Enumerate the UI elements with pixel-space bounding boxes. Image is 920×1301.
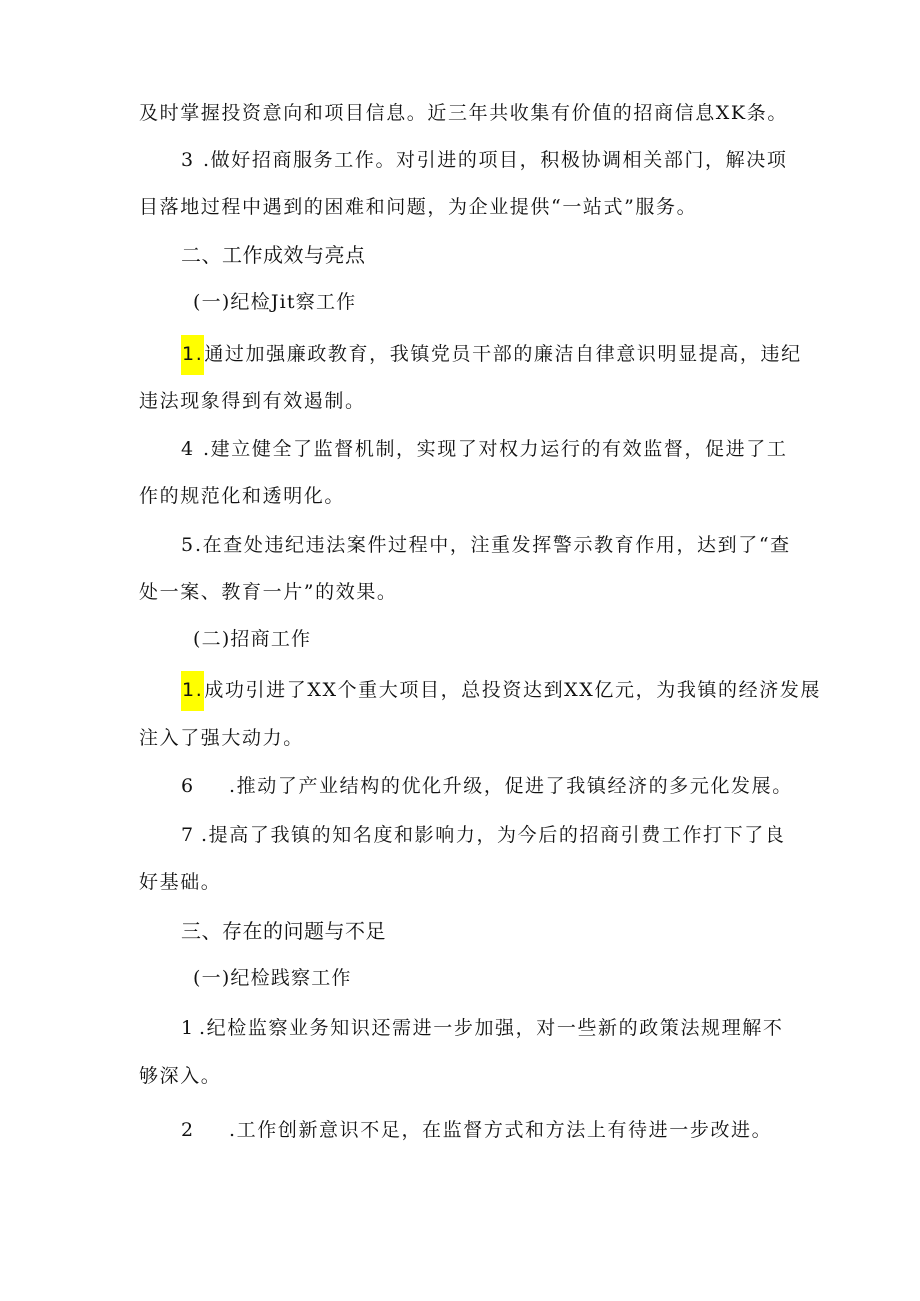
item-text: .做好招商服务工作。对引进的项目，积极协调相关部门，解决项 xyxy=(203,149,788,171)
subheading-text: (二)招商工作 xyxy=(193,628,312,650)
heading-text: 二、工作成效与亮点 xyxy=(181,243,366,267)
item-text: .纪检监察业务知识还需进一步加强，对一些新的政策法规理解不 xyxy=(199,1017,784,1039)
paragraph-line xyxy=(139,484,345,508)
list-item-4 xyxy=(181,437,787,461)
subsection-heading xyxy=(193,966,352,990)
list-item-7 xyxy=(181,823,785,847)
text: 好基础。 xyxy=(139,871,222,893)
item-number: 5 xyxy=(181,534,195,556)
item-text: .提高了我镇的知名度和影响力，为今后的招商引费工作打下了良 xyxy=(201,824,786,846)
item-text: .推动了产业结构的优化升级，促进了我镇经济的多元化发展。 xyxy=(229,775,793,797)
list-item-5 xyxy=(181,533,791,557)
item-number: 6 xyxy=(181,775,195,797)
item-number: 1 xyxy=(181,1017,195,1039)
heading-text: 三、存在的问题与不足 xyxy=(181,919,386,943)
text: 注入了强大动力。 xyxy=(139,727,304,749)
subsection-heading xyxy=(193,290,356,314)
item-text: .建立健全了监督机制，实现了对权力运行的有效监督，促进了工 xyxy=(203,438,788,460)
highlighted-number: 1. xyxy=(181,335,204,375)
list-item-3 xyxy=(181,148,787,172)
item-number: 2 xyxy=(181,1119,195,1141)
list-item-6 xyxy=(181,774,793,798)
list-item-1 xyxy=(181,678,821,702)
item-number: 4 xyxy=(181,438,195,460)
item-text: .工作创新意识不足，在监督方式和方法上有待进一步改进。 xyxy=(229,1119,773,1141)
paragraph-line xyxy=(139,389,366,413)
list-item-2 xyxy=(181,1118,772,1142)
section-heading xyxy=(181,919,386,943)
subheading-text: (一)纪检Jit察工作 xyxy=(193,291,357,313)
subheading-text: (一)纪检践察工作 xyxy=(193,967,352,989)
section-heading xyxy=(181,243,366,267)
item-number: 7 xyxy=(181,824,195,846)
highlighted-number: 1. xyxy=(181,671,204,711)
text: 违法现象得到有效遏制。 xyxy=(139,390,366,412)
paragraph-line xyxy=(139,870,221,894)
text: 目落地过程中遇到的困难和问题，为企业提供“一站式”服务。 xyxy=(139,196,698,218)
paragraph-line xyxy=(139,1064,221,1088)
item-number: 3 xyxy=(181,149,195,171)
item-text: .在查处违纪违法案件过程中，注重发挥警示教育作用，达到了“查 xyxy=(195,534,791,556)
paragraph-line xyxy=(139,580,398,604)
paragraph-line xyxy=(139,101,788,125)
list-item-1 xyxy=(181,342,802,366)
list-item-1 xyxy=(181,1016,783,1040)
text: 够深入。 xyxy=(139,1065,222,1087)
item-text: 通过加强廉政教育，我镇党员干部的廉洁自律意识明显提高，违纪 xyxy=(204,343,802,365)
text: 及时掌握投资意向和项目信息。近三年共收集有价值的招商信息XK条。 xyxy=(139,102,788,124)
paragraph-line xyxy=(139,726,304,750)
text: 作的规范化和透明化。 xyxy=(139,485,346,507)
item-text: 成功引进了XX个重大项目，总投资达到XX亿元，为我镇的经济发展 xyxy=(204,679,822,701)
text: 处一案、教育一片”的效果。 xyxy=(139,581,398,603)
paragraph-line xyxy=(139,195,697,219)
subsection-heading xyxy=(193,627,311,651)
